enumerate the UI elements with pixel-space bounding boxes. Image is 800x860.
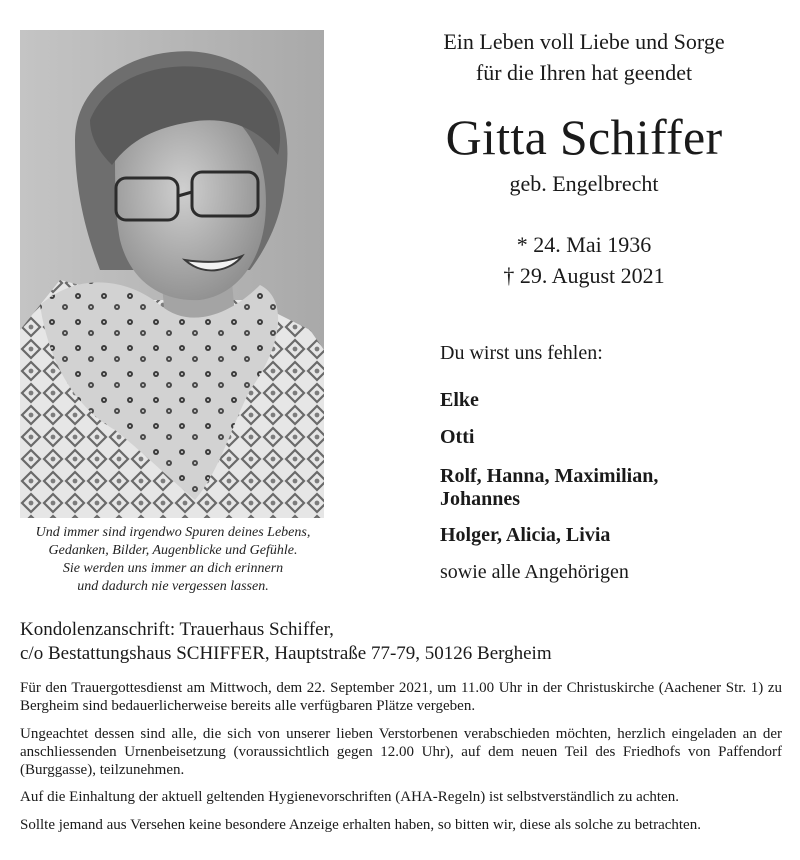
address-line-2: c/o Bestattungshaus SCHIFFER, Hauptstraße 77-79, 50126 Bergheim [20, 643, 552, 664]
address-line-1: Kondolenzanschrift: Trauerhaus Schiffer, [20, 619, 334, 640]
note-paragraph: Für den Trauergottesdienst am Mittwoch, dem 22. September 2021, um 11.00 Uhr in der Christuskirche (Aachener Str. 1) zu Bergheim sind bedauerlicherweise bereits alle verfügbaren Plätze vergeben. [20, 680, 782, 715]
life-dates [384, 229, 784, 291]
quote-line: Gedanken, Bilder, Augenblicke und Gefühle. [48, 543, 298, 558]
quote-line: Sie werden uns immer an dich erinnern [62, 561, 284, 576]
intro-text [384, 26, 784, 88]
portrait-image [20, 30, 324, 518]
mourners-heading: Du wirst uns fehlen: [440, 342, 603, 364]
mourner-group: Johannes [440, 488, 521, 510]
condolence-address [20, 618, 780, 666]
death-date: † 29. August 2021 [503, 263, 665, 288]
memorial-quote [8, 524, 338, 596]
mourner-group: Rolf, Hanna, Maximilian, [440, 465, 659, 487]
intro-line-1: Ein Leben voll Liebe und Sorge [443, 29, 725, 54]
quote-line: Und immer sind irgendwo Spuren deines Lebens, [35, 525, 311, 540]
birth-date: * 24. Mai 1936 [516, 232, 652, 257]
birth-name: geb. Engelbrecht [509, 171, 659, 196]
quote-line: und dadurch nie vergessen lassen. [77, 579, 269, 594]
intro-line-2: für die Ihren hat geendet [475, 60, 693, 85]
mourner-group: Elke [440, 389, 479, 411]
portrait-photo [20, 30, 324, 518]
mourner-group: Otti [440, 426, 475, 448]
funeral-notes [20, 679, 782, 843]
deceased-name: Gitta Schiffer [445, 109, 723, 165]
mourners-closing: sowie alle Angehörigen [440, 561, 629, 583]
mourner-group: Holger, Alicia, Livia [440, 524, 611, 546]
note-paragraph: Auf die Einhaltung der aktuell geltenden Hygienevorschriften (AHA-Regeln) ist selbstverständlich zu achten. [20, 789, 679, 806]
note-paragraph: Sollte jemand aus Versehen keine besondere Anzeige erhalten haben, so bitten wir, diese als solche zu betrachten. [20, 816, 701, 833]
note-paragraph: Ungeachtet dessen sind alle, die sich von unserer lieben Verstorbenen verabschieden möchten, herzlich eingeladen an der anschliessenden Urnenbeisetzung (voraussichtlich gegen 12.00 Uhr), auf dem neuen Teil des Friedhofs von Paffendorf (Burggasse), teilzunehmen. [20, 725, 782, 779]
